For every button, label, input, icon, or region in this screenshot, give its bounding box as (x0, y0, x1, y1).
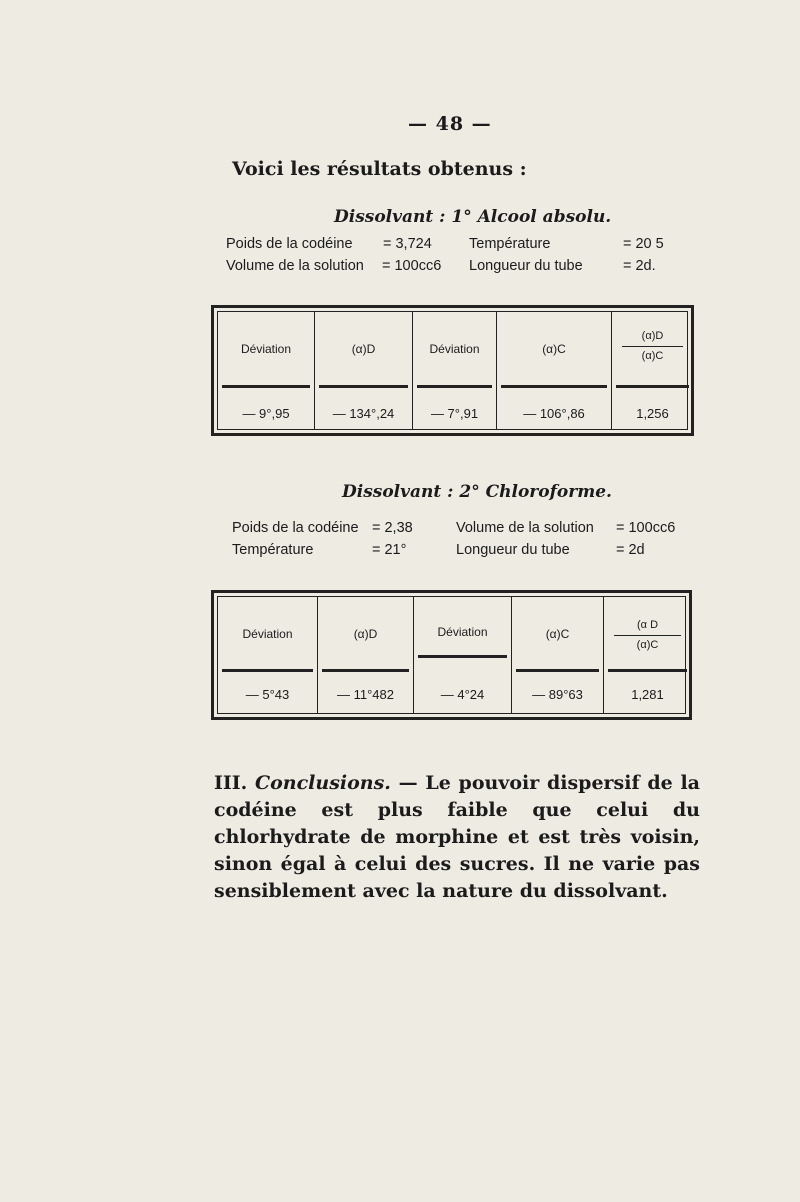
double-rule (322, 669, 409, 672)
fraction-bar (622, 346, 683, 347)
table-column (414, 597, 512, 713)
column-header: Déviation (437, 625, 488, 639)
params-row (232, 520, 702, 542)
param-label: Température (469, 236, 551, 252)
table-cell: — 4°24 (440, 687, 485, 702)
param-label: Volume de la solution (226, 258, 364, 274)
solvent-name: 1° Alcool absolu. (451, 207, 612, 227)
param-label: Poids de la codéine (232, 520, 359, 536)
ratio-numerator: (α D (636, 619, 659, 631)
table-body (217, 311, 688, 430)
param-label: Longueur du tube (469, 258, 583, 274)
ratio-numerator: (α)D (641, 330, 664, 342)
param-label: Poids de la codéine (226, 236, 353, 252)
ratio-denominator: (α)C (636, 639, 659, 651)
ratio-denominator: (α)C (641, 350, 664, 362)
intro-text: Voici les résultats obtenus : (232, 158, 527, 180)
conclusion-paragraph (214, 770, 700, 905)
table-column (512, 597, 604, 713)
solvent-label: Dissolvant : (334, 207, 446, 227)
double-rule (516, 669, 599, 672)
param-value: = 3,724 (383, 236, 432, 252)
table-cell: 1,256 (636, 406, 669, 421)
column-header: Déviation (240, 342, 292, 356)
fraction-bar (614, 635, 681, 636)
double-rule (608, 669, 687, 672)
column-header: Déviation (429, 342, 480, 356)
param-label: Longueur du tube (456, 542, 570, 558)
double-rule (417, 385, 492, 388)
table-column (315, 312, 413, 429)
table-column-ratio (612, 312, 693, 429)
solvent-label: Dissolvant : (342, 482, 454, 502)
column-header: Déviation (242, 627, 293, 641)
param-value: = 21° (372, 542, 407, 558)
results-table-1 (211, 305, 694, 436)
double-rule (418, 655, 507, 658)
double-rule (222, 385, 310, 388)
table-cell: 1,281 (631, 687, 664, 702)
param-value: = 2,38 (372, 520, 413, 536)
double-rule (616, 385, 689, 388)
section-numeral: III. (214, 772, 248, 794)
conclusion-lead: Conclusions. (255, 772, 391, 794)
double-rule (501, 385, 607, 388)
table-cell: — 106°,86 (523, 406, 585, 421)
params-row (226, 236, 696, 258)
table-cell: — 5°43 (245, 687, 290, 702)
table-cell: — 9°,95 (242, 406, 290, 421)
params-block-1 (226, 236, 696, 280)
param-label: Volume de la solution (456, 520, 594, 536)
param-value: = 2d (616, 542, 645, 558)
params-row (226, 258, 696, 280)
column-header: (α)C (545, 627, 570, 641)
table-column (413, 312, 497, 429)
table-cell: — 134°,24 (332, 406, 395, 421)
table-column (318, 597, 414, 713)
table-cell: — 11°482 (337, 687, 394, 702)
param-value: = 100cc6 (616, 520, 676, 536)
column-header: (α)C (542, 342, 566, 356)
table-column (218, 312, 315, 429)
table-column (497, 312, 612, 429)
param-value: = 20 5 (623, 236, 664, 252)
conclusion-text: — Le pouvoir dispersif de la codéine est plus faible que celui du chlorhydrate de morphine et est très voisin, sinon égal à celui des sucres. Il ne varie pas sensiblement avec la nature du dissolvant. (214, 772, 700, 902)
param-value: = 100cc6 (382, 258, 442, 274)
param-label: Température (232, 542, 314, 558)
solvent-heading-1 (334, 207, 611, 227)
column-header: (α)D (353, 627, 378, 641)
page-number: — 48 — (408, 113, 492, 135)
solvent-name: 2° Chloroforme. (459, 482, 612, 502)
table-column-ratio (604, 597, 691, 713)
table-cell: — 7°,91 (430, 406, 479, 421)
results-table-2 (211, 590, 692, 720)
table-cell: — 89°63 (532, 687, 583, 702)
column-header: (α)D (351, 342, 376, 356)
double-rule (319, 385, 408, 388)
param-value: = 2d. (623, 258, 656, 274)
double-rule (222, 669, 313, 672)
solvent-heading-2 (342, 482, 612, 502)
table-body (217, 596, 686, 714)
params-block-2 (232, 520, 702, 564)
table-column (218, 597, 318, 713)
params-row (232, 542, 702, 564)
